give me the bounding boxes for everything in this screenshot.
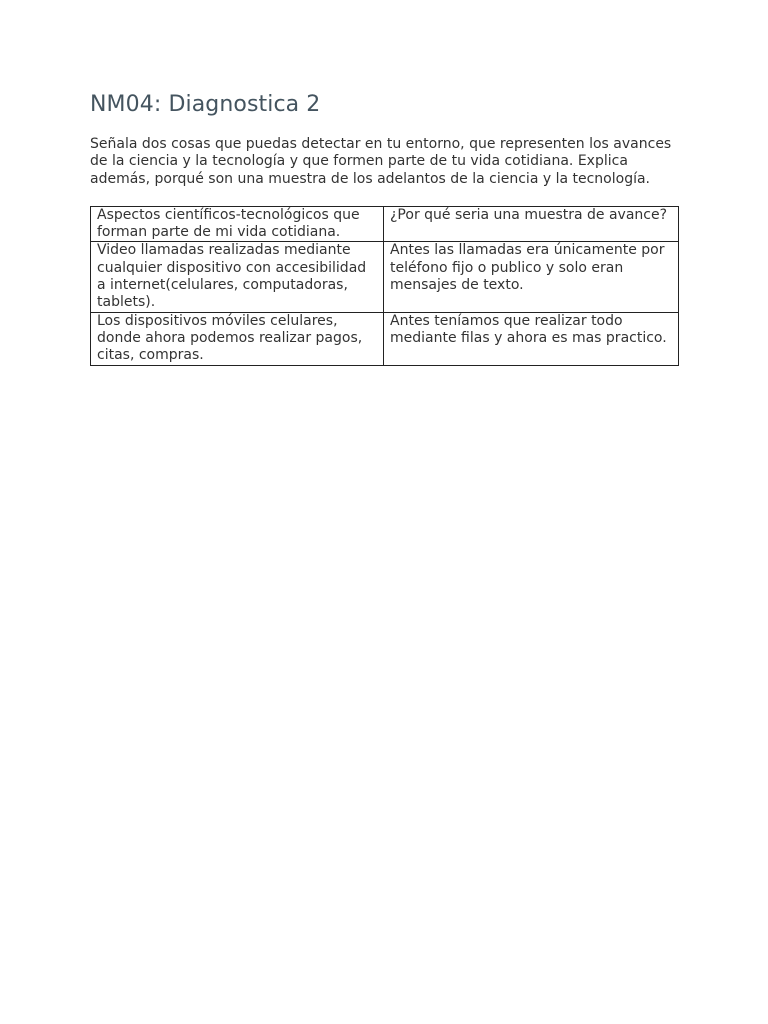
table-cell: Antes teníamos que realizar todo mediante filas y ahora es mas practico.: [384, 312, 679, 365]
table-cell: Los dispositivos móviles celulares, donde ahora podemos realizar pagos, citas, compras.: [91, 312, 384, 365]
table-cell: Aspectos científicos-tecnológicos que forman parte de mi vida cotidiana.: [91, 206, 384, 242]
table-row: [91, 312, 679, 365]
answer-table: [90, 206, 679, 366]
table-cell: Antes las llamadas era únicamente por teléfono fijo o publico y solo eran mensajes de texto.: [384, 242, 679, 312]
table-cell: Video llamadas realizadas mediante cualquier dispositivo con accesibilidad a internet(celulares, computadoras, tablets).: [91, 242, 384, 312]
table-row: [91, 242, 679, 312]
document-intro: Señala dos cosas que puedas detectar en tu entorno, que representen los avances de la ciencia y la tecnología y que formen parte de tu vida cotidiana. Explica además, porqué son una muestra de los adelantos de la ciencia y la tecnología.: [90, 136, 672, 187]
document-page: [90, 88, 680, 366]
table-cell: ¿Por qué seria una muestra de avance?: [384, 206, 679, 242]
document-title: NM04: Diagnostica 2: [90, 92, 321, 117]
table-header-row: [91, 206, 679, 242]
